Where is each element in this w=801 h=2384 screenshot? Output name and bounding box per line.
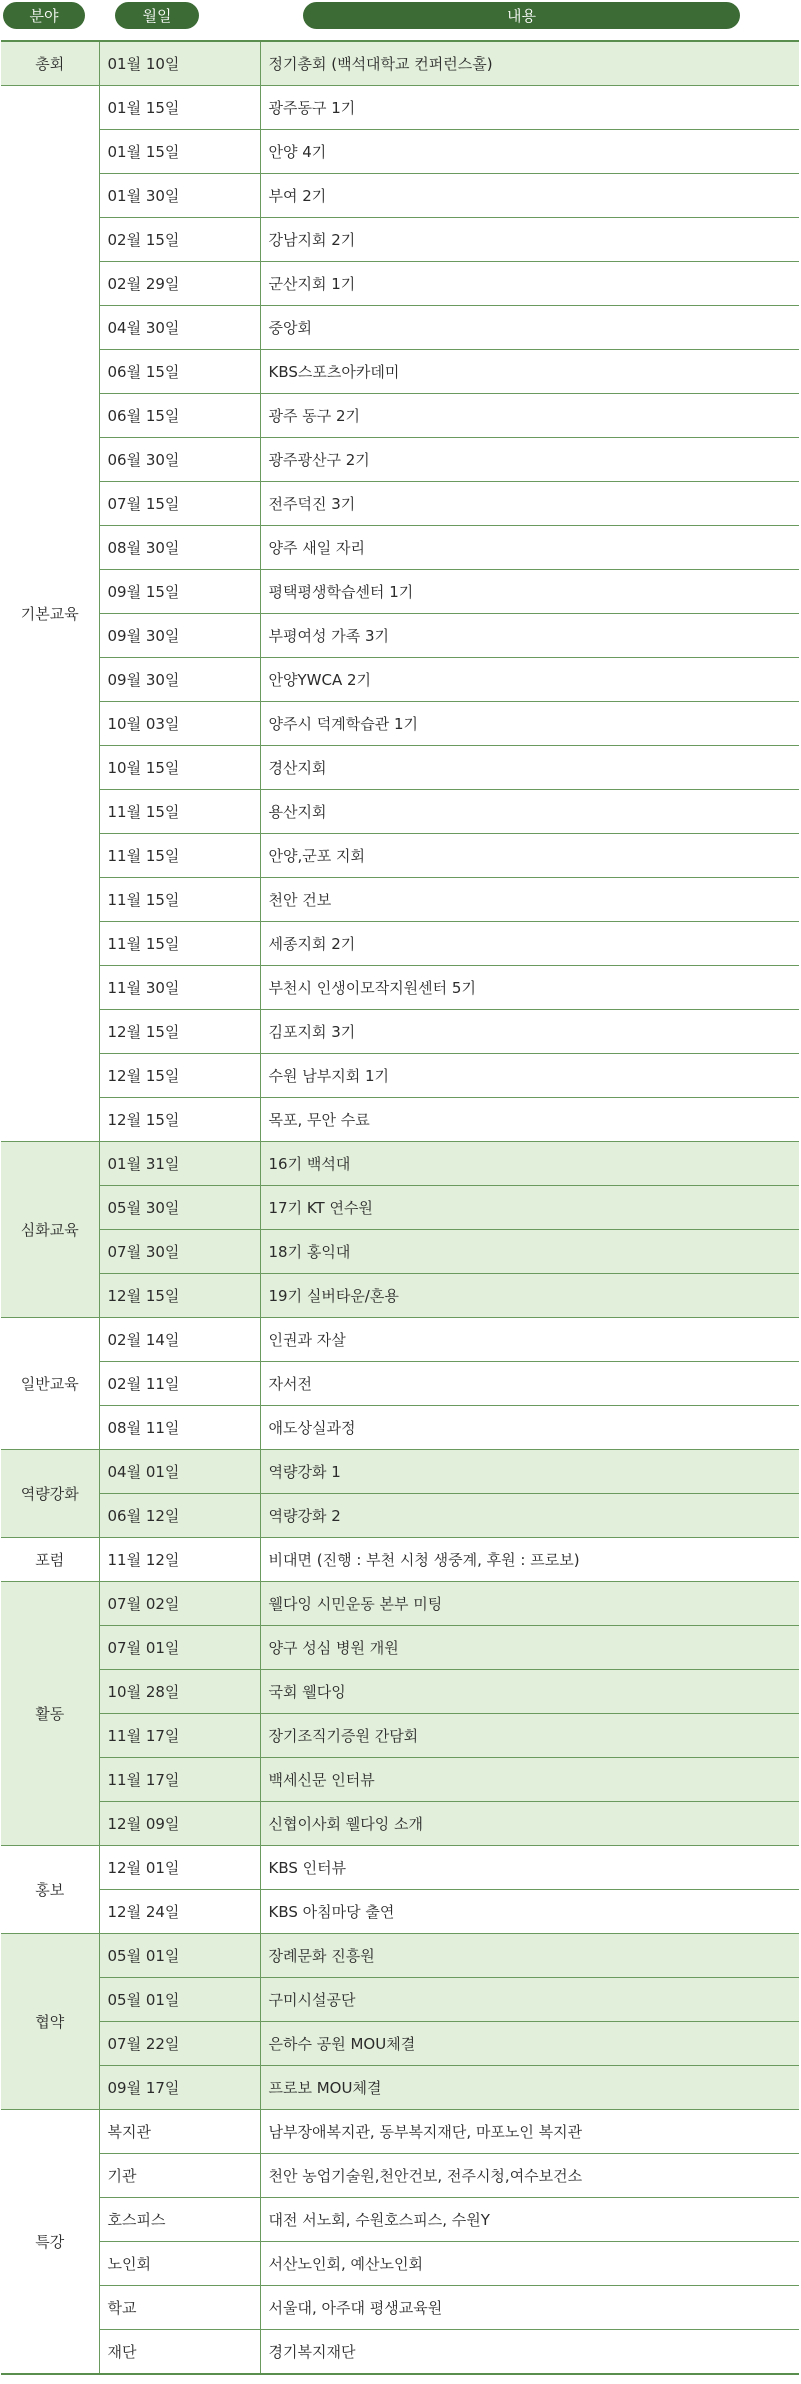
date-cell: 복지관 [99,2110,260,2154]
table-row [1,922,799,966]
table-row [1,438,799,482]
table-row [1,394,799,438]
table-row [1,1978,799,2022]
table-row [1,1450,799,1494]
header-date: 월일 [115,2,199,29]
date-cell: 01월 15일 [99,130,260,174]
table-row [1,658,799,702]
table-row [1,1406,799,1450]
table-row [1,86,799,130]
content-cell: 19기 실버타운/혼용 [260,1274,799,1318]
table-row [1,1010,799,1054]
table-row [1,306,799,350]
date-cell: 12월 15일 [99,1274,260,1318]
category-cell: 홍보 [1,1846,99,1934]
table-row [1,746,799,790]
table-row [1,1582,799,1626]
content-cell: 안양,군포 지회 [260,834,799,878]
date-cell: 12월 15일 [99,1054,260,1098]
date-cell: 07월 15일 [99,482,260,526]
table-row [1,1934,799,1978]
content-cell: 정기총회 (백석대학교 컨퍼런스홀) [260,41,799,86]
content-cell: 부천시 인생이모작지원센터 5기 [260,966,799,1010]
content-cell: 중앙회 [260,306,799,350]
table-row [1,350,799,394]
category-cell: 포럼 [1,1538,99,1582]
content-cell: 국회 웰다잉 [260,1670,799,1714]
date-cell: 09월 30일 [99,614,260,658]
table-row [1,878,799,922]
content-cell: 신협이사회 웰다잉 소개 [260,1802,799,1846]
content-cell: 장기조직기증원 간담회 [260,1714,799,1758]
date-cell: 12월 15일 [99,1098,260,1142]
date-cell: 호스피스 [99,2198,260,2242]
date-cell: 07월 02일 [99,1582,260,1626]
date-cell: 11월 15일 [99,834,260,878]
category-cell: 심화교육 [1,1142,99,1318]
schedule-table-body [1,41,799,2374]
schedule-table [1,40,799,2375]
table-row [1,1274,799,1318]
date-cell: 06월 30일 [99,438,260,482]
table-row [1,2242,799,2286]
table-row [1,1846,799,1890]
category-cell: 일반교육 [1,1318,99,1450]
content-cell: 역량강화 2 [260,1494,799,1538]
date-cell: 기관 [99,2154,260,2198]
table-row [1,1098,799,1142]
table-row [1,1318,799,1362]
date-cell: 06월 15일 [99,394,260,438]
table-row [1,130,799,174]
category-cell: 총회 [1,41,99,86]
date-cell: 11월 12일 [99,1538,260,1582]
table-row [1,1054,799,1098]
date-cell: 09월 30일 [99,658,260,702]
date-cell: 12월 15일 [99,1010,260,1054]
table-row [1,1186,799,1230]
content-cell: 군산지회 1기 [260,262,799,306]
content-cell: 안양YWCA 2기 [260,658,799,702]
content-cell: 역량강화 1 [260,1450,799,1494]
table-row [1,1670,799,1714]
table-row [1,1890,799,1934]
table-row [1,2022,799,2066]
content-cell: 웰다잉 시민운동 본부 미팅 [260,1582,799,1626]
table-row [1,1142,799,1186]
table-row [1,966,799,1010]
table-row [1,2286,799,2330]
date-cell: 09월 17일 [99,2066,260,2110]
content-cell: KBS 인터뷰 [260,1846,799,1890]
date-cell: 11월 17일 [99,1714,260,1758]
date-cell: 08월 30일 [99,526,260,570]
content-cell: 천안 건보 [260,878,799,922]
table-row [1,262,799,306]
content-cell: 서산노인회, 예산노인회 [260,2242,799,2286]
date-cell: 11월 30일 [99,966,260,1010]
category-cell: 활동 [1,1582,99,1846]
category-cell: 역량강화 [1,1450,99,1538]
date-cell: 06월 15일 [99,350,260,394]
table-row [1,482,799,526]
content-cell: 부평여성 가족 3기 [260,614,799,658]
content-cell: 목포, 무안 수료 [260,1098,799,1142]
header-bar [0,0,801,40]
date-cell: 05월 01일 [99,1934,260,1978]
content-cell: 대전 서노회, 수원호스피스, 수원Y [260,2198,799,2242]
date-cell: 06월 12일 [99,1494,260,1538]
date-cell: 학교 [99,2286,260,2330]
date-cell: 10월 15일 [99,746,260,790]
date-cell: 08월 11일 [99,1406,260,1450]
table-row [1,1714,799,1758]
table-row [1,702,799,746]
table-row [1,1494,799,1538]
content-cell: 부여 2기 [260,174,799,218]
content-cell: 18기 홍익대 [260,1230,799,1274]
date-cell: 05월 01일 [99,1978,260,2022]
content-cell: 남부장애복지관, 동부복지재단, 마포노인 복지관 [260,2110,799,2154]
date-cell: 11월 15일 [99,878,260,922]
content-cell: 17기 KT 연수원 [260,1186,799,1230]
content-cell: 천안 농업기술원,천안건보, 전주시청,여수보건소 [260,2154,799,2198]
content-cell: 양주 새일 자리 [260,526,799,570]
date-cell: 12월 01일 [99,1846,260,1890]
category-cell: 특강 [1,2110,99,2375]
date-cell: 01월 31일 [99,1142,260,1186]
content-cell: 16기 백석대 [260,1142,799,1186]
table-row [1,526,799,570]
table-row [1,614,799,658]
date-cell: 노인회 [99,2242,260,2286]
date-cell: 10월 03일 [99,702,260,746]
date-cell: 04월 01일 [99,1450,260,1494]
content-cell: 수원 남부지회 1기 [260,1054,799,1098]
date-cell: 11월 15일 [99,790,260,834]
date-cell: 12월 24일 [99,1890,260,1934]
table-row [1,1538,799,1582]
date-cell: 01월 30일 [99,174,260,218]
date-cell: 07월 30일 [99,1230,260,1274]
date-cell: 12월 09일 [99,1802,260,1846]
content-cell: KBS스포츠아카데미 [260,350,799,394]
table-row [1,218,799,262]
date-cell: 11월 17일 [99,1758,260,1802]
date-cell: 10월 28일 [99,1670,260,1714]
date-cell: 재단 [99,2330,260,2375]
table-row [1,174,799,218]
content-cell: 광주동구 1기 [260,86,799,130]
table-row [1,41,799,86]
content-cell: 서울대, 아주대 평생교육원 [260,2286,799,2330]
content-cell: 경기복지재단 [260,2330,799,2375]
date-cell: 09월 15일 [99,570,260,614]
table-row [1,1362,799,1406]
table-row [1,570,799,614]
content-cell: 은하수 공원 MOU체결 [260,2022,799,2066]
content-cell: 자서전 [260,1362,799,1406]
content-cell: 광주 동구 2기 [260,394,799,438]
header-category: 분야 [3,2,85,29]
content-cell: 전주덕진 3기 [260,482,799,526]
table-row [1,1230,799,1274]
table-row [1,2330,799,2375]
content-cell: 애도상실과정 [260,1406,799,1450]
date-cell: 05월 30일 [99,1186,260,1230]
date-cell: 04월 30일 [99,306,260,350]
content-cell: 비대면 (진행 : 부천 시청 생중계, 후원 : 프로보) [260,1538,799,1582]
date-cell: 11월 15일 [99,922,260,966]
table-row [1,790,799,834]
content-cell: 양주시 덕계학습관 1기 [260,702,799,746]
header-content: 내용 [303,2,740,29]
content-cell: 김포지회 3기 [260,1010,799,1054]
date-cell: 01월 10일 [99,41,260,86]
category-cell: 기본교육 [1,86,99,1142]
table-row [1,2154,799,2198]
table-row [1,1758,799,1802]
content-cell: 장례문화 진흥원 [260,1934,799,1978]
content-cell: 경산지회 [260,746,799,790]
date-cell: 02월 15일 [99,218,260,262]
content-cell: 안양 4기 [260,130,799,174]
content-cell: 강남지회 2기 [260,218,799,262]
table-row [1,1802,799,1846]
date-cell: 02월 29일 [99,262,260,306]
date-cell: 07월 22일 [99,2022,260,2066]
table-row [1,1626,799,1670]
content-cell: 광주광산구 2기 [260,438,799,482]
table-row [1,2066,799,2110]
content-cell: 구미시설공단 [260,1978,799,2022]
content-cell: 프로보 MOU체결 [260,2066,799,2110]
content-cell: 인권과 자살 [260,1318,799,1362]
content-cell: KBS 아침마당 출연 [260,1890,799,1934]
content-cell: 양구 성심 병원 개원 [260,1626,799,1670]
content-cell: 용산지회 [260,790,799,834]
content-cell: 세종지회 2기 [260,922,799,966]
date-cell: 01월 15일 [99,86,260,130]
date-cell: 02월 14일 [99,1318,260,1362]
content-cell: 백세신문 인터뷰 [260,1758,799,1802]
date-cell: 02월 11일 [99,1362,260,1406]
date-cell: 07월 01일 [99,1626,260,1670]
category-cell: 협약 [1,1934,99,2110]
table-row [1,2198,799,2242]
table-row [1,2110,799,2154]
content-cell: 평택평생학습센터 1기 [260,570,799,614]
table-row [1,834,799,878]
